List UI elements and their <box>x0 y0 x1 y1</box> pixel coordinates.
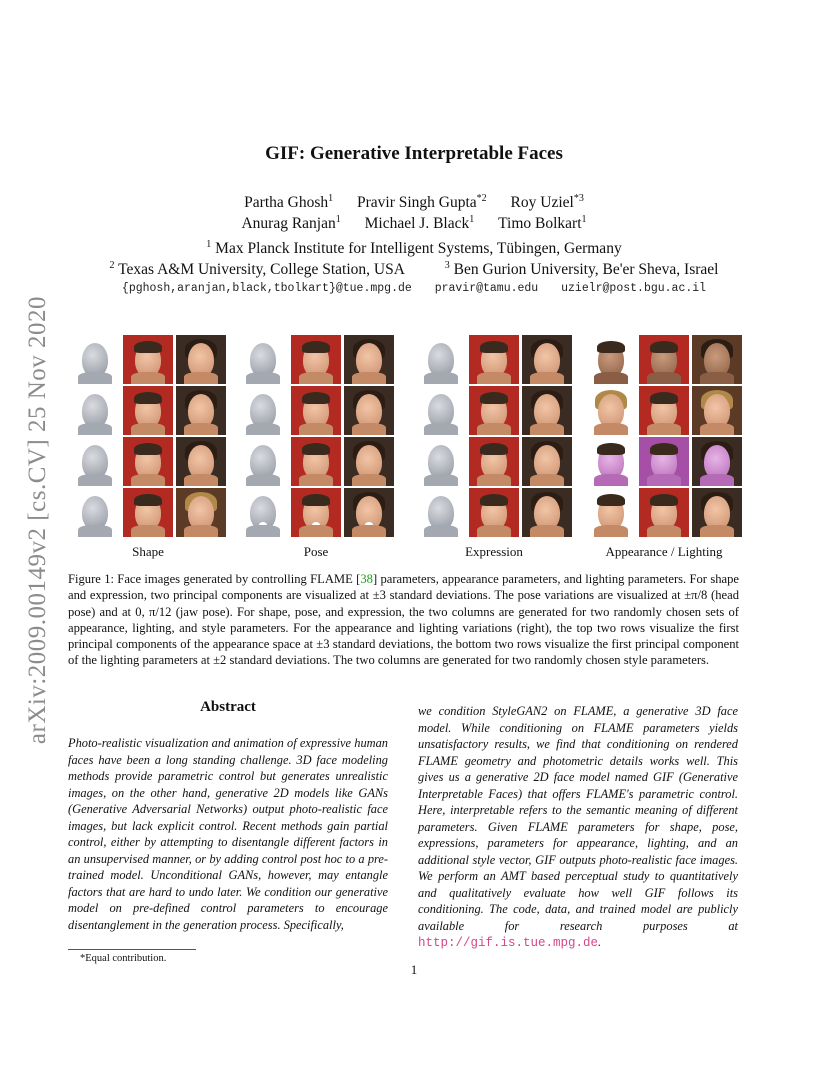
face-image <box>123 488 173 537</box>
author: Michael J. Black$^1$ <box>364 214 475 233</box>
abstract-heading: Abstract <box>200 699 256 715</box>
face-image <box>176 488 226 537</box>
mesh-render-image <box>70 386 120 435</box>
face-image <box>176 437 226 486</box>
face-image <box>344 386 394 435</box>
face-image <box>291 335 341 384</box>
email: {pghosh,aranjan,black,tbolkart}@tue.mpg.de <box>121 282 412 295</box>
face-image <box>692 437 742 486</box>
affiliation-3: $^3$ Ben Gurion University, Be'er Sheva, Israel <box>444 260 719 279</box>
email: pravir@tamu.edu <box>434 282 539 295</box>
face-image <box>586 335 636 384</box>
face-image <box>176 335 226 384</box>
project-url-link[interactable]: http://gif.is.tue.mpg.de <box>418 936 599 950</box>
face-image <box>344 437 394 486</box>
face-image <box>123 386 173 435</box>
mesh-render-image <box>238 488 288 537</box>
face-image <box>692 335 742 384</box>
affiliations-row-2 <box>0 260 828 279</box>
authors-row-1 <box>0 193 828 212</box>
mesh-render-image <box>238 386 288 435</box>
mesh-render-image <box>416 437 466 486</box>
author: Roy Uziel$^{*3}$ <box>510 193 584 212</box>
face-image <box>291 437 341 486</box>
face-image <box>123 335 173 384</box>
face-image <box>692 386 742 435</box>
figure-1 <box>70 335 740 567</box>
face-image <box>522 437 572 486</box>
face-image <box>586 437 636 486</box>
shape-group <box>70 335 226 537</box>
author: Partha Ghosh$^1$ <box>244 193 334 212</box>
face-image <box>692 488 742 537</box>
face-image <box>522 488 572 537</box>
mesh-render-image <box>238 335 288 384</box>
face-image <box>291 386 341 435</box>
face-image <box>469 488 519 537</box>
face-image <box>522 386 572 435</box>
face-image <box>586 386 636 435</box>
mesh-render-image <box>70 437 120 486</box>
citation-link[interactable]: 38 <box>360 572 373 586</box>
footnote: *Equal contribution. <box>80 953 167 964</box>
face-image <box>176 386 226 435</box>
face-image <box>344 488 394 537</box>
figure-label-expression: Expression <box>465 544 523 559</box>
authors-row-2 <box>0 214 828 233</box>
affiliation-2: $^2$ Texas A&M University, College Station, USA <box>109 260 405 279</box>
figure-label-shape: Shape <box>132 544 164 559</box>
affiliation-1: $^1$ Max Planck Institute for Intelligent Systems, Tübingen, Germany <box>206 239 622 258</box>
figure-caption: Figure 1: Face images generated by controlling FLAME [38] parameters, appearance parameters, and lighting parameters. For shape and expression, two principal components are visualized at ±3 standard deviations. The pose variations are visualized at ±π/8 (head pose) and at 0, π/12 (jaw pose). For shape, pose, and expression, the two columns are generated for two randomly chosen sets of appearance, lighting, and style parameters. For the appearance and lighting variations (right), the top two rows visualize the first principal components of the appearance space at ±3 standard deviations, the bottom two rows visualize the first principal component of the lighting parameters at ±2 standard deviations. The two columns are generated for two randomly chosen style parameters. <box>68 572 739 668</box>
face-image <box>586 488 636 537</box>
face-image <box>469 437 519 486</box>
arxiv-stamp: arXiv:2009.00149v2 [cs.CV] 25 Nov 2020 <box>24 295 51 745</box>
mesh-render-image <box>70 488 120 537</box>
face-image <box>522 335 572 384</box>
figure-label-appearance-lighting: Appearance / Lighting <box>605 544 723 559</box>
face-image <box>639 335 689 384</box>
mesh-render-image <box>70 335 120 384</box>
abstract-text-left: Photo-realistic visualization and animation of expressive human faces have been a long standing challenge. 3D face modeling methods provide parametric control but generates unrealistic images, on the other hand, generative 2D models like GANs (Generative Adversarial Networks) output photo-realistic face images, but lack explicit control. Recent methods gain partial control, either by attempting to disentangle different factors in an unsupervised manner, or by adding control post hoc to a pre-trained model. Unconditional GANs, however, may entangle factors that are hard to undo later. We condition our generative model on pre-defined control parameters to encourage disentanglement in the generation process. Specifically, <box>68 736 388 932</box>
mesh-render-image <box>416 386 466 435</box>
face-image <box>123 437 173 486</box>
abstract-text-right: we condition StyleGAN2 on FLAME, a generative 3D face model. While conditioning on FLAME parameters yields unsatisfactory results, we find that conditioning on rendered FLAME geometry and photometric details works well. This gives us a generative 2D face model named GIF (Generative Interpretable Faces) that offers FLAME's parametric control. Here, interpretable refers to the semantic meaning of different parameters. Given FLAME parameters for shape, pose, expressions, parameters for appearance, lighting, and an additional style vector, GIF outputs photo-realistic face images. We perform an AMT based perceptual study to quantitatively and qualitatively evaluate how well GIF follows its conditioning. The code, data, and trained model are publicly available for research purposes at http://gif.is.tue.mpg.de. <box>418 704 738 950</box>
face-image <box>639 386 689 435</box>
face-image <box>639 437 689 486</box>
author: Anurag Ranjan$^1$ <box>241 214 341 233</box>
face-image <box>469 386 519 435</box>
face-image <box>344 335 394 384</box>
face-image <box>291 488 341 537</box>
face-image <box>469 335 519 384</box>
page-number: 1 <box>410 962 418 977</box>
author: Pravir Singh Gupta$^{*2}$ <box>356 193 487 212</box>
expression-group <box>416 335 572 537</box>
author-emails <box>0 282 828 295</box>
author: Timo Bolkart$^1$ <box>498 214 587 233</box>
email: uzielr@post.bgu.ac.il <box>561 282 707 295</box>
footnote-rule <box>68 949 196 950</box>
mesh-render-image <box>416 335 466 384</box>
face-image <box>639 488 689 537</box>
mesh-render-image <box>238 437 288 486</box>
mesh-render-image <box>416 488 466 537</box>
appearance-lighting-group <box>586 335 742 537</box>
figure-label-pose: Pose <box>303 544 329 559</box>
paper-title: GIF: Generative Interpretable Faces <box>265 143 563 164</box>
pose-group <box>238 335 394 537</box>
